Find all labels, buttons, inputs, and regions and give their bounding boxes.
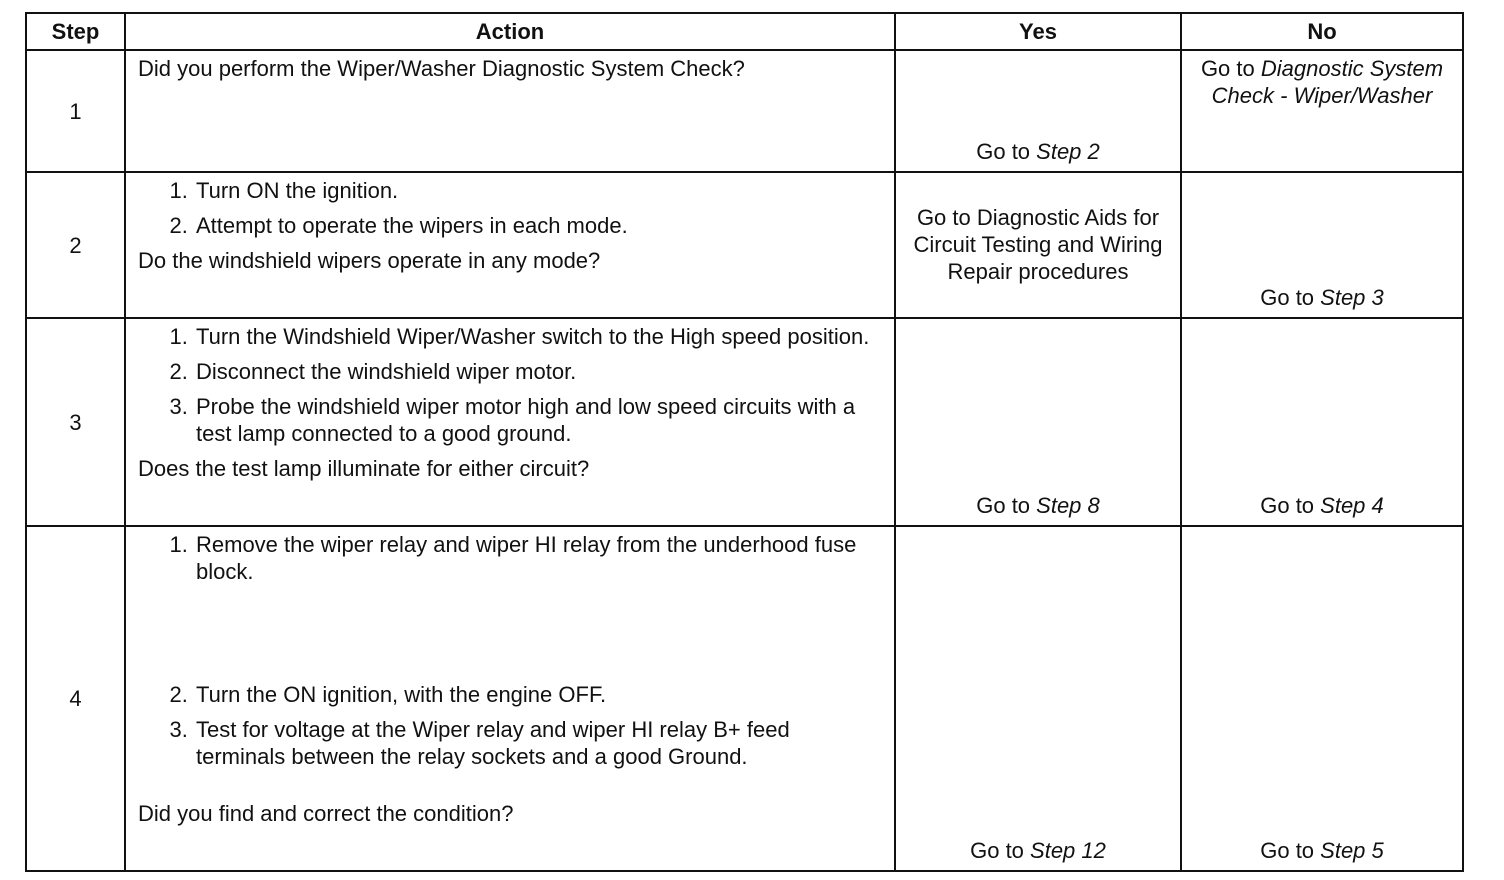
yes-prefix: Go to (970, 838, 1031, 863)
yes-cell (895, 172, 1181, 318)
action-question: Did you find and correct the condition? (138, 801, 514, 826)
action-item: 3. Test for voltage at the Wiper relay and wiper HI relay B+ feed terminals between the relay sockets and a good Ground. (194, 716, 884, 770)
step-number: 4 (26, 526, 125, 871)
yes-prefix: Go to (976, 139, 1037, 164)
yes-text: Go to Diagnostic Aids for Circuit Testing and Wiring Repair procedures (913, 204, 1163, 284)
action-item: 1. Turn ON the ignition. (194, 177, 884, 204)
header-yes: Yes (895, 13, 1181, 50)
action-item: 2. Attempt to operate the wipers in each mode. (194, 212, 884, 239)
action-cell (125, 50, 895, 172)
action-list (138, 323, 884, 447)
action-item: 3. Probe the windshield wiper motor high and low speed circuits with a test lamp connected to a good ground. (194, 393, 884, 447)
action-cell (125, 526, 895, 871)
header-step: Step (26, 13, 125, 50)
header-action: Action (125, 13, 895, 50)
no-prefix: Go to (1260, 285, 1321, 310)
action-item: 2. Disconnect the windshield wiper motor. (194, 358, 884, 385)
header-no: No (1181, 13, 1463, 50)
yes-target: Step 12 (1030, 838, 1106, 863)
step-number: 1 (26, 50, 125, 172)
action-question: Did you perform the Wiper/Washer Diagnostic System Check? (138, 56, 745, 81)
no-cell (1181, 318, 1463, 526)
table-row (26, 50, 1463, 172)
action-cell (125, 318, 895, 526)
no-cell (1181, 172, 1463, 318)
yes-cell (895, 318, 1181, 526)
yes-target: Step 8 (1036, 493, 1100, 518)
yes-target: Step 2 (1036, 139, 1100, 164)
step-number: 3 (26, 318, 125, 526)
yes-prefix: Go to (976, 493, 1037, 518)
table-row (26, 172, 1463, 318)
yes-cell (895, 526, 1181, 871)
table-row (26, 526, 1463, 871)
no-target: Step 5 (1320, 838, 1384, 863)
table-row (26, 318, 1463, 526)
no-prefix: Go to (1260, 838, 1321, 863)
no-cell (1181, 50, 1463, 172)
action-item: 1. Turn the Windshield Wiper/Washer switch to the High speed position. (194, 323, 884, 350)
action-question: Do the windshield wipers operate in any mode? (138, 248, 601, 273)
diagnostic-table (25, 12, 1464, 872)
step-number: 2 (26, 172, 125, 318)
no-target: Step 4 (1320, 493, 1384, 518)
action-list (138, 531, 884, 770)
header-row (26, 13, 1463, 50)
action-cell (125, 172, 895, 318)
yes-cell (895, 50, 1181, 172)
no-target: Diagnostic System Check - Wiper/Washer (1211, 56, 1444, 108)
no-target: Step 3 (1320, 285, 1384, 310)
no-cell (1181, 526, 1463, 871)
action-question: Does the test lamp illuminate for either circuit? (138, 456, 590, 481)
no-prefix: Go to (1260, 493, 1321, 518)
no-prefix: Go to (1200, 56, 1261, 81)
action-list (138, 177, 884, 239)
action-item: 2. Turn the ON ignition, with the engine OFF. (194, 681, 884, 708)
action-item: 1. Remove the wiper relay and wiper HI relay from the underhood fuse block. (194, 531, 884, 585)
